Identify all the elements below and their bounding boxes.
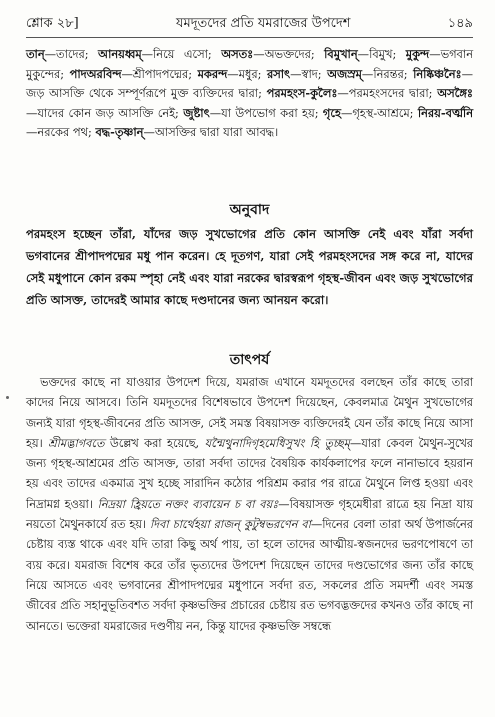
word-for-word-synonyms <box>26 45 473 143</box>
synonym-term: মুকুন্দ <box>405 47 430 61</box>
purport-quotation: দিবা চার্থেহয়া রাজন্ কুটুম্বভরণেন বা <box>149 518 311 532</box>
synonym-meaning: —অভক্তদের; <box>253 47 325 61</box>
purport-heading: তাৎপর্য <box>229 352 270 368</box>
synonym-meaning: —আসক্তির দ্বারা যারা আবদ্ধ। <box>143 125 279 140</box>
synonym-term: নিরয়-বর্ত্মনি <box>417 105 473 120</box>
purport-quotation: শ্রীমদ্ভাগবতে <box>48 436 105 450</box>
synonym-term: পাদঅরবিন্দ <box>69 66 122 81</box>
synonym-term: বদ্ধ-তৃষ্ণান্ <box>95 125 144 140</box>
purport-text: উল্লেখ করা হয়েছে, <box>104 436 205 450</box>
synonyms-paragraph <box>26 45 473 143</box>
synonym-meaning: —যা উপভোগ করা হয়; <box>209 105 323 120</box>
synonym-term: গৃহে <box>322 105 341 120</box>
synonym-term: জুষ্টাৎ <box>183 105 210 120</box>
chapter-title: যমদূতদের প্রতি যমরাজের উপদেশ <box>176 16 351 31</box>
margin-dot <box>6 396 9 399</box>
purport-text: —যারা কেবল মৈথুন-সুখের জন্য গৃহস্থ-আশ্রমের প্রতি আসক্ত, তারা সর্বদা তাদের বৈষয়িক কার্যকলাপের ফলে নানাভাবে হয়রান হয় এবং তাদের একমাত্র সুখ হচ্ছে সারাদিন কঠোর পরিশ্রম করার পর রাত্রে মৈথুনে লিপ্ত হওয়া এবং নিদ্রামগ্ন হওয়া। <box>26 436 474 511</box>
synonym-meaning: —স্বাদ; <box>290 66 328 81</box>
synonym-meaning: —ভগবান মুকুন্দের; <box>26 47 473 81</box>
synonym-meaning: —যাদের কোন জড় আসক্তি নেই; <box>26 105 184 120</box>
synonym-term: তান্ <box>26 47 45 61</box>
synonym-term: রসাৎ <box>266 66 291 81</box>
synonym-term: অসতঃ <box>221 47 254 61</box>
synonym-meaning: —বিমুখ; <box>357 47 406 61</box>
synonym-meaning: —গৃহস্থ-আশ্রমে; <box>340 105 418 120</box>
verse-label: শ্লোক ২৮] <box>26 16 79 31</box>
synonym-meaning: —মধুর; <box>227 66 267 81</box>
synonym-term: অসঙ্গৈঃ <box>437 86 474 101</box>
page-number: ১৪৯ <box>447 16 473 31</box>
purport-section <box>26 373 473 637</box>
synonym-meaning: —নিরন্তর; <box>361 66 414 81</box>
synonym-meaning: —শ্রীপাদপদ্মের; <box>121 66 198 81</box>
purport-quotation: যন্মৈথুনাদিগৃহমেধিসুখং হি তুচ্ছম্ <box>204 436 350 450</box>
synonym-term: আনয়ধ্বম্ <box>98 47 142 61</box>
synonym-meaning: —তাদের; <box>44 47 99 61</box>
synonym-meaning: —নিয়ে এসো; <box>141 47 222 61</box>
purport-paragraph <box>26 373 473 637</box>
translation-heading: অনুবাদ <box>229 202 270 218</box>
synonym-term: বিমুখান্ <box>324 47 358 61</box>
translation-text: পরমহংস হচ্ছেন তাঁরা, যাঁদের জড় সুখভোগের প্রতি কোন আসক্তি নেই এবং যাঁরা সর্বদা ভগবানের শ্রীপাদপদ্মের মধু পান করেন। হে দূতগণ, যারা সেই পরমহংসদের সঙ্গ করে না, যাদের সেই মধুপানে কোন রকম স্পৃহা নেই এবং যারা নরকের দ্বারস্বরূপ গৃহস্থ-জীবন এবং জড় সুখভোগের প্রতি আসক্ত, তাদেরই আমার কাছে দণ্ডদানের জন্য আনয়ন করো। <box>26 227 473 307</box>
purport-text: —দিনের বেলা তারা অর্থ উপার্জনের চেষ্টায় ব্যস্ত থাকে এবং যদি তারা কিছু অর্থ পায়, তা হলে তাদের আত্মীয়-স্বজনদের ভরণপোষণে তা ব্যয় করে। যমরাজ বিশেষ করে তাঁর ভৃত্যদের উপদেশ দিয়েছেন তাদের দণ্ডভোগের জন্য তাঁর কাছে নিয়ে আসতে এবং ভগবানের শ্রীপাদপদ্মের মধুপানে সর্বদা রত, সকলের প্রতি সমদর্শী এবং সমস্ত জীবের প্রতি সহানুভূতিবশত সর্বদা কৃষ্ণভক্তির প্রচারের চেষ্টায় রত ভগবদ্ভক্তদের কখনও তাঁর কাছে না আনতে। ভক্তেরা যমরাজের দণ্ডণীয় নন, কিন্তু যাদের কৃষ্ণভক্তি সম্বন্ধে <box>26 518 473 633</box>
synonym-term: মকরন্দ <box>197 66 228 81</box>
synonym-term: নিষ্কিঞ্চনৈঃ <box>413 66 462 81</box>
synonym-meaning: —পরমহংসদের দ্বারা; <box>337 86 438 101</box>
synonym-meaning: —নরকের পথ; <box>26 125 96 140</box>
purport-quotation: নিদ্রয়া হ্রিয়তে নক্তং ব্যবায়েন চ বা বয়ঃ <box>97 497 279 511</box>
synonym-term: অজস্রম্ <box>327 66 362 81</box>
header-rule <box>26 37 473 38</box>
synonym-term: পরমহংস-কুলৈঃ <box>266 86 338 101</box>
synonym-meaning: —জড় আসক্তি থেকে সম্পূর্ণরূপে মুক্ত ব্যক্তিদের দ্বারা; <box>26 66 474 101</box>
purport-text: —বিষয়াসক্ত গৃহমেধীরা রাত্রে হয় নিদ্রা যায় নয়তো মৈথুনকার্যে রত হয়। <box>26 497 473 532</box>
purport-text: ভক্তদের কাছে না যাওয়ার উপদেশ দিয়ে, যমরাজ এখানে যমদূতদের বলছেন তাঁর কাছে তারা কাদের নিয়ে আসবে। তিনি যমদূতদের বিশেষভাবে উপদেশ দিয়েছেন, কেবলমাত্র মৈথুন সুখভোগের জন্যই যারা গৃহস্থ-জীবনের প্রতি আসক্ত, সেই সমস্ত বিষয়াসক্ত ব্যক্তিদেরই যেন তাঁর কাছে নিয়ে আসা হয়। <box>26 376 473 450</box>
running-header <box>26 14 473 34</box>
translation-section <box>26 223 473 311</box>
